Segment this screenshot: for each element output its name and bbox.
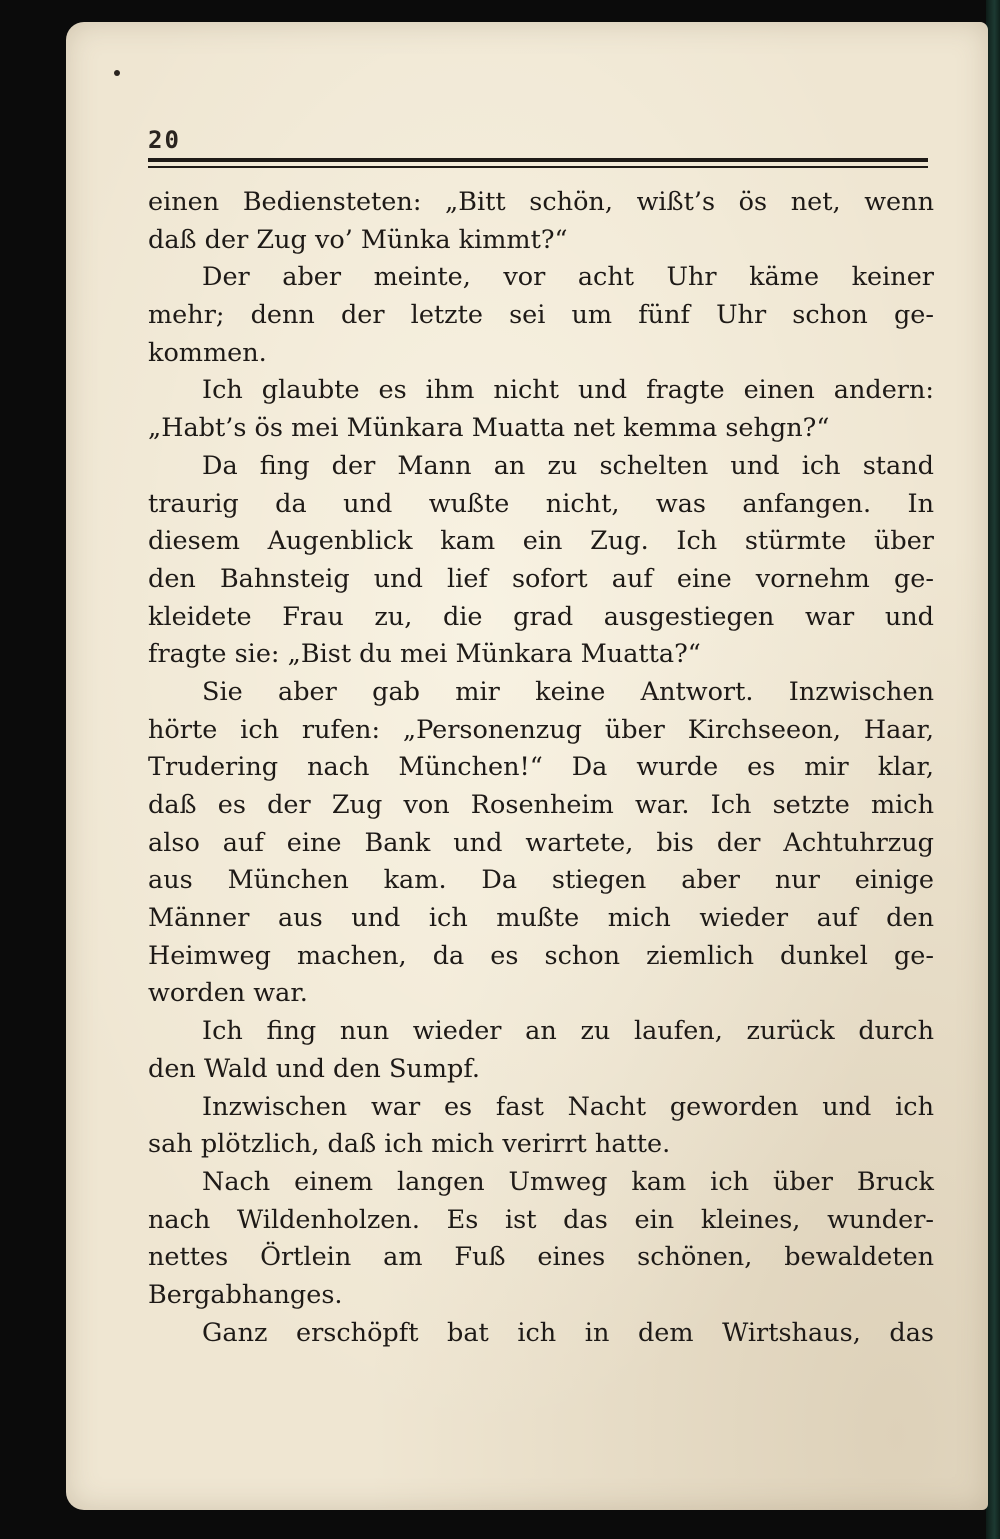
text-line: fragte sie: „Bist du mei Münkara Muatta?“ xyxy=(148,639,701,670)
text-line: traurig da und wußte nicht, was anfangen. In xyxy=(148,488,934,519)
text-line: mehr; denn der letzte sei um fünf Uhr schon ge- xyxy=(148,300,934,331)
text-line: Der aber meinte, vor acht Uhr käme keiner xyxy=(202,262,934,293)
text-line: diesem Augenblick kam ein Zug. Ich stürmte über xyxy=(148,526,934,557)
text-line: Ganz erschöpft bat ich in dem Wirtshaus, das xyxy=(202,1317,934,1348)
text-line: den Wald und den Sumpf. xyxy=(148,1053,480,1084)
text-line: den Bahnsteig und lief sofort auf eine vornehm ge- xyxy=(148,563,934,594)
page-number: 20 xyxy=(148,126,181,154)
text-line: Inzwischen war es fast Nacht geworden und ich xyxy=(202,1091,934,1122)
text-line: nettes Örtlein am Fuß eines schönen, bewaldeten xyxy=(148,1242,934,1273)
text-line: daß der Zug vo’ Münka kimmt?“ xyxy=(148,224,568,255)
text-line: also auf eine Bank und wartete, bis der Achtuhrzug xyxy=(148,827,934,858)
text-line: sah plötzlich, daß ich mich verirrt hatte. xyxy=(148,1129,671,1160)
text-line: Trudering nach München!“ Da wurde es mir klar, xyxy=(148,752,934,783)
ink-speck xyxy=(114,70,120,76)
text-line: worden war. xyxy=(148,978,308,1009)
book-cover-edge xyxy=(986,0,1000,1539)
text-line: hörte ich rufen: „Personenzug über Kirchseeon, Haar, xyxy=(148,714,934,745)
header-rule-thin xyxy=(148,166,928,168)
text-line: Nach einem langen Umweg kam ich über Bruck xyxy=(202,1166,934,1197)
header-rule-thick xyxy=(148,158,928,162)
text-line: kleidete Frau zu, die grad ausgestiegen war und xyxy=(148,601,934,632)
text-line: Ich fing nun wieder an zu laufen, zurück durch xyxy=(202,1016,934,1047)
text-line: aus München kam. Da stiegen aber nur einige xyxy=(148,865,934,896)
text-line: Bergabhanges. xyxy=(148,1279,343,1310)
body-text xyxy=(148,184,934,1352)
text-line: Da fing der Mann an zu schelten und ich stand xyxy=(202,450,934,481)
text-line: „Habt’s ös mei Münkara Muatta net kemma sehgn?“ xyxy=(148,413,830,444)
text-line: Ich glaubte es ihm nicht und fragte einen andern: xyxy=(202,375,934,406)
text-line: kommen. xyxy=(148,337,267,368)
text-line: Heimweg machen, da es schon ziemlich dunkel ge- xyxy=(148,940,934,971)
text-line: daß es der Zug von Rosenheim war. Ich setzte mich xyxy=(148,790,934,820)
text-line: einen Bediensteten: „Bitt schön, wißt’s ös net, wenn xyxy=(148,187,934,217)
text-line: Männer aus und ich mußte mich wieder auf den xyxy=(148,903,934,934)
text-line: nach Wildenholzen. Es ist das ein kleines, wunder- xyxy=(148,1204,934,1235)
text-line: Sie aber gab mir keine Antwort. Inzwischen xyxy=(202,676,934,707)
